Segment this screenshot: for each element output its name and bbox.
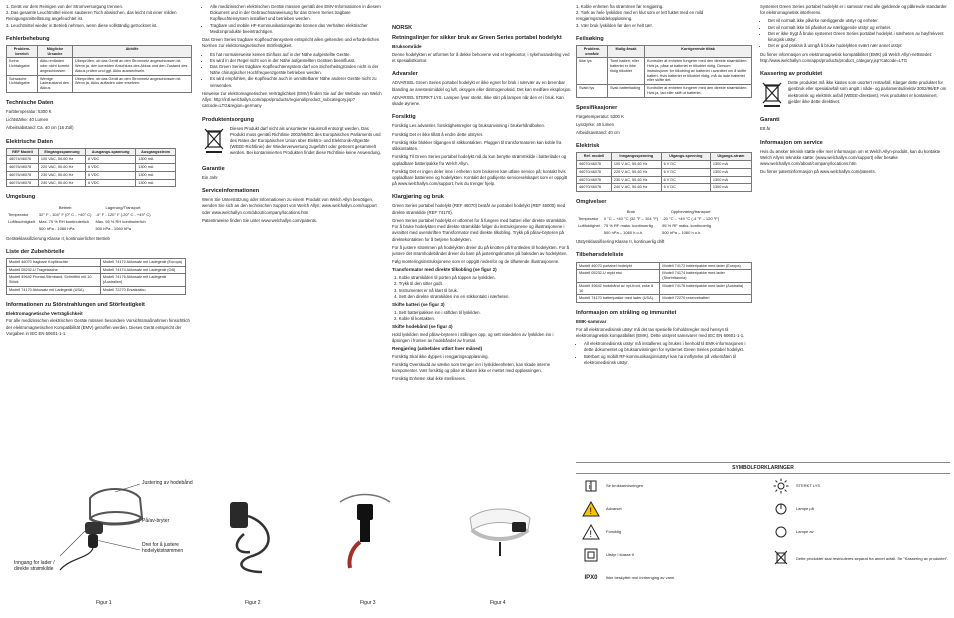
list-item: 1. Koble strømkilden til porten på toppen av lyskilden.: [394, 275, 496, 281]
table-row: [6, 218, 153, 225]
table-cell: 220 V AC, 50-60 Hz: [611, 168, 661, 176]
list-item: • All elektromedisinsk utstyr må installeres og brukes i henhold til EMK-informasjonen i dette dokumentet og bruksanvisningen for systemet Green Series portabel hodelykt.: [584, 341, 756, 353]
headband-figure-4: [460, 498, 540, 568]
list-item: 1. Sett batteripakken inn i stiftden til lyskilden.: [394, 309, 481, 315]
table-cell: Luftfuktighet: [578, 223, 600, 229]
table-cell: Kontroller at enheten fungerer med den direkte strømkilden. Hvis ja, påse at batteriet er tilkoblet riktig. Dersom instruksjoner for tilkobling av batteriet i avsnittet om å skifte batteri. Hvis batteriet er tilkoblet riktig, må du lade batteriet eller skifte det.: [645, 58, 752, 85]
paragraph: Forsiktig Overskudd av væske som trenger inn i lyskildeenheten, kan skade interne komponenter. Vær forsiktig og påse at kluten ikke er mettet med oppløsningen.: [392, 362, 551, 374]
subheading: Bruksområde: [392, 44, 422, 50]
table-row: [7, 171, 176, 179]
table-row: [6, 225, 153, 232]
table-cell: 1300 mA: [710, 161, 751, 169]
paragraph: Forsiktig Det er ingen deler inne i enheten som brukeren kan utføre service på; kontakt hvis oppladbare batteriene og hodelykten. Kontakt det godkjente serviceselskapet som er oppgitt på www.welchallyn.com/support, hvis du trenger hjelp.: [392, 168, 568, 187]
table-cell: 6 VDC: [86, 171, 136, 179]
section-heading: Feilsøking: [576, 35, 604, 42]
paragraph: Forsiktig Ikke blokker tilgangen til stikkontakten. Pluggen til transformatoren kan koble fra stikkontakten.: [392, 139, 562, 152]
table-header: Problem-område: [577, 45, 608, 57]
table-row: [577, 58, 752, 85]
symbol-label: Lampe av: [796, 529, 814, 534]
list-item: 2. Koble til kontakten.: [394, 315, 436, 321]
symbol-row: [766, 520, 950, 543]
paragraph: For å justere strømmen på hodelykten dreier du på knotten på frontleden til hodelykten. For å justere det stramhodebåndet dreier du bare på justeringsknotten på baksiden av hodelykten.: [392, 244, 569, 257]
paragraph: Du finner informasjon om elektromagnetisk kompatibilitet (EMK) på Welch Allyn-nettstedet: http://www.welchallyn.com/apps/products/product_category.jsp?catcode=LTG: [760, 51, 933, 63]
table-cell: [6, 225, 37, 232]
table-cell: Temperatur: [8, 211, 29, 217]
spec-line: Arbeidsavstand: 40 cm: [576, 130, 620, 136]
table-cell: 6 VDC: [86, 164, 136, 172]
table-cell: 6 VDC: [86, 179, 136, 187]
section-heading: Serviceinformationen: [202, 188, 260, 195]
table-cell: 6 VDC: [86, 156, 136, 164]
cleaning-steps-list: [576, 4, 756, 29]
crossed-bin-icon: [774, 550, 788, 566]
section-heading: Garantie: [202, 165, 225, 172]
environment-table: [6, 204, 153, 232]
table-cell: Modell 05232-U mykt etui: [577, 270, 660, 282]
table-row: [576, 229, 721, 236]
section-heading: Spesifikasjoner: [576, 104, 618, 111]
table-header: Eingangsspannung: [38, 148, 85, 156]
device-classification: Utstyrsklassifisering Klasse II, kontinuerlig drift: [576, 239, 665, 245]
table-cell: 230 VAC, 50-60 Hz: [38, 171, 85, 179]
table-header: REF Modell: [7, 148, 39, 156]
bright-light-icon: [773, 478, 789, 494]
paragraph: Für alle medizinischen elektrischen Geräte müssen besondere Vorsichtsmaßnahmen hinsichtlich der elektromagnetischen Kompatibilität (EMV) getroffen werden. Dieses Gerät entspricht der Vorgaben in IEC EN 60601-1-1.: [6, 318, 190, 336]
table-row: [577, 184, 752, 192]
table-row: [577, 262, 752, 270]
symbol-row: [576, 497, 766, 520]
table-row: [576, 215, 721, 222]
table-header: Ref. modell: [577, 153, 612, 161]
light-source-figure-3: [330, 488, 400, 583]
symbol-row: [576, 474, 766, 497]
table-row: [6, 211, 153, 218]
list-item: 2. Tørk av hele lyskilden med en klut som er lett fuktet med en mild rengjøringsmiddeloppløsning.: [576, 10, 704, 22]
section-heading: Retningslinjer for sikker bruk av Green Series portabel hodelykt: [392, 35, 562, 42]
paragraph: Das Green Series tragbare Kopfleuchtensystem entspricht allen geltenden und erforderlichen Normen zur elektromagnetischen Störfestigkeit.: [202, 37, 380, 49]
table-cell: 1300 mA: [710, 176, 751, 184]
table-cell: 46070/46076: [577, 168, 612, 176]
accessories-table: [6, 258, 186, 295]
table-row: [7, 179, 176, 187]
device-classification: Geräteklassifizierung Klasse II, kontinuierlicher Betrieb: [6, 235, 110, 241]
list-item: • Es wird in der Regel nicht von in der Nähe aufgestellten Geräten beeinflusst.: [210, 58, 382, 64]
table-cell: Oppbevaring/transport: [670, 209, 711, 215]
table-cell: Modell 46070 portabel hodelykt: [577, 262, 660, 270]
list-item: • Det vil normalt ikke påvirke nærliggende utstyr og enheter.: [768, 18, 948, 24]
table-header: Mulig årsak: [608, 45, 645, 57]
table-cell: Modell 74176 Akkusatz mit Ladegerät (Australien): [100, 274, 185, 286]
table-row: [7, 164, 176, 172]
steps-list: [392, 310, 572, 322]
symbol-label: Dette produktet skal resirkuleres separat fra annet avfall. Se "Kassering av produktet".: [796, 555, 949, 561]
paragraph: Dette produktet må ikke kastes som usortert restavfall. Klargør dette produktet for gjenbruk eller spesialavfall som angitt i nåde- og parlamentsdirektiv 2002/96/EF om elektronisk og elektrisk avfall (WEEE-direktivet). Hvis produktet er kontaminert, gjelder ikke dette direktivet.: [788, 80, 947, 104]
list-item: 1. Koble enheten fra strømmen før rengjøring.: [576, 4, 664, 9]
section-heading: Advarsler: [392, 71, 418, 78]
figure-label: Figur 4: [490, 600, 506, 606]
symbol-row: [766, 474, 950, 497]
table-cell: 75 % RF maks. kontinuerlig: [603, 223, 653, 229]
table-header: Abhilfe: [73, 45, 192, 57]
section-heading: Technische Daten: [6, 99, 54, 106]
paragraph: Forsiktig Til Green Series portabel hodelykt må du kun benytte strømmkilde i batterilader og oppladbare batteripakke fra Welch Allyn.: [392, 154, 567, 166]
table-header: Korrigerende tiltak: [645, 45, 752, 57]
spec-line: Lysstyrke: 40 lumen: [576, 121, 615, 127]
table-cell: 240 V AC, 50-60 Hz: [611, 184, 661, 192]
svg-text:i: i: [589, 483, 591, 491]
section-heading: Omgivelser: [576, 199, 607, 206]
table-cell: Überprüfen, ob das Gerät an den Stromnetz angeschlossen ist. Wenn ja, Akku aufladen oder ersetzen.: [73, 75, 192, 92]
spec-line: Farbtemperatur: 5300 K: [6, 108, 52, 114]
subheading: Skifte hodebånd (se figur 4): [392, 324, 453, 330]
table-cell: Svak batterilading: [608, 85, 645, 97]
symbol-row: [576, 520, 766, 543]
paragraph: Ein Jahr: [202, 174, 218, 180]
table-header: Ausgangsstrom: [136, 148, 176, 156]
spec-line: Lichtstärke: 40 Lumen: [6, 117, 49, 123]
section-heading: Elektrisk: [576, 143, 600, 150]
table-row: [7, 156, 176, 164]
subheading: Elektromagnetische Verträglichkeit: [6, 310, 83, 316]
table-cell: 100 VAC, 50-60 Hz: [38, 156, 85, 164]
symbol-row: [766, 497, 950, 520]
table-header: Utgangs-spenning: [661, 153, 710, 161]
table-cell: Temperatur: [578, 216, 599, 222]
table-cell: 46070/46076: [577, 184, 612, 192]
table-cell: 46076/46078: [7, 171, 39, 179]
table-cell: Keine Lichtabgabe: [7, 58, 38, 75]
symbol-legend: [576, 462, 950, 589]
table-cell: Bruk: [626, 209, 636, 215]
electrical-table: [576, 152, 752, 192]
list-item: • Es hat normalerweise keinen Einfluss auf in der Nähe aufgestellte Geräte.: [210, 52, 382, 58]
paragraph: Du finner patentinformasjon på www.welchallyn.com/patents.: [760, 169, 876, 175]
table-cell: Max. 95 % RH kontinuierlich: [95, 218, 146, 224]
accessories-table: [576, 262, 752, 303]
table-cell: 46074/46076: [7, 156, 39, 164]
table-cell: Modell 74172 batteripakke med lader (Europa): [660, 262, 752, 270]
paragraph: Denne hodelykten er utformet for å dekke behovene ved et legekontor, i sykehusavdeling ved et spesialistkontor.: [392, 51, 570, 64]
table-cell: 46076/46078: [7, 179, 39, 187]
paragraph: Wenn Sie Unterstützung oder Informationen zu einem Produkt von Welch Allyn benötigen, wenden Sie sich an den technischen Support von Welch Allyn: www.welchallyn.com/support oder www.welchallyn.com/about/company/locations.htm: [202, 197, 377, 215]
table-cell: Modell 72270 Ersatzakku: [100, 286, 185, 294]
caution-icon: [582, 524, 600, 540]
crossed-bin-icon: [760, 80, 784, 110]
column-norwegian-1: [392, 4, 572, 385]
callout-power-switch: På/av-bryter: [142, 518, 170, 524]
table-cell: Betrieb: [58, 204, 72, 210]
symbol-row: [576, 543, 766, 566]
table-cell: 6 V DC: [661, 168, 710, 176]
bullet-list: [576, 341, 756, 366]
paragraph: Green Series portabel hodelykt (REF 46070) består av portabel hodelykt (REF 46000) med direkte strømkilde (REF 74170).: [392, 203, 566, 215]
list-item: • Det er god praksis å unngå å bruke hodelykten svært nær annet utstyr.: [768, 43, 948, 49]
table-cell: 100 V AC, 50-60 Hz: [611, 161, 661, 169]
paragraph: For all elektromedisinsk utstyr må det tas spesielle forholdsregler med hensyn til elektromagnetisk kompatibilitet (EMK). Dette utstyret samsvarer med IEC EN 60601-1-1.: [576, 326, 745, 338]
cleaning-steps-list: [6, 4, 192, 29]
section-heading: Produktentsorgung: [202, 116, 254, 123]
table-row: [7, 286, 186, 294]
svg-text:!: !: [589, 528, 593, 539]
table-header: Problem-bereich: [7, 45, 38, 57]
list-item: 2. Trykk til den sitter godt.: [394, 281, 443, 287]
table-cell: Modell 74170 Akkusatz mit Ladegerät (USA): [7, 286, 101, 294]
paragraph: Forsiktig Les advarsler, forsiktighetsregler og bruksanvisning i brukerhåndboken.: [392, 123, 546, 129]
section-heading: Tilbehørsdeleliste: [576, 252, 624, 259]
table-row: [7, 258, 186, 266]
paragraph: Hinweise zur elektromagnetischen Verträglichkeit (EMV) finden Sie auf der Website von Welch Allyn: http://intl.welchallyn.com/apps/products/regional/product_subcategory.jsp?catcode=LTG&region=germany: [202, 90, 382, 109]
subheading: Skifte batteri (se figur 3): [392, 301, 445, 307]
symbol-legend-title: SYMBOLFORKLARINGER: [576, 462, 950, 474]
table-row: [577, 168, 752, 176]
subheading: EMK-samsvar: [576, 319, 607, 325]
paragraph: Systemet Green Series portabel hodelykt er i samsvar med alle gjeldende og påkrevde standarder for elektromagnetisk interferens.: [760, 4, 947, 16]
class-ii-icon: [584, 548, 598, 562]
table-cell: Modell 72270 reservebatteri: [660, 295, 752, 303]
language-heading: NORSK: [392, 25, 413, 31]
list-item: 4. Sett den direkte strømkilden inn en stikkontakt i nærheten.: [394, 293, 510, 299]
table-cell: 46070/46076: [577, 161, 612, 169]
paragraph: ADVARSEL STERKT LYS. Lampen lyser sterkt. Ikke stirr på lampen når den er i bruk. Kan skade øynene.: [392, 94, 564, 107]
table-cell: Lagerung/Transport: [105, 204, 141, 210]
paragraph: Patentinweise finden Sie unter www.welchallyn.com/patents.: [202, 217, 318, 223]
figure-label: Figur 3: [360, 600, 376, 606]
table-row: [7, 274, 186, 286]
section-heading: Liste der Zubehörteile: [6, 248, 65, 255]
symbol-label: STERKT LYS: [796, 483, 821, 488]
table-cell: 6 V DC: [661, 176, 710, 184]
list-item: • Es wird empfohlen, die Kopfleuchte auch in unmittelbarer Nähe anderer Geräte nicht zu verwenden.: [210, 76, 382, 88]
table-cell: 46070/46076: [577, 176, 612, 184]
symbol-label: Lampe på: [796, 506, 814, 511]
table-cell: 1300 mA: [136, 171, 176, 179]
table-header: Inngangsspenning: [611, 153, 661, 161]
lamp-off-icon: [774, 525, 788, 539]
symbol-label: Advarsel: [606, 506, 622, 511]
paragraph: Dieses Produkt darf nicht als unsortierter Hausmüll entsorgt werden. Das Produkt muss gemäß Richtlinie 2002/96/EG des Europäischen Parlaments und des Rates der Europäischen Union über Elektro- und Elektronik-Altgeräte (WEEE-Richtlinie) der Wiederverwertung zugeführt oder getrennt gesammelt werden. Bei kontaminierten Produkten findet diese Richtlinie keine Anwendung.: [230, 125, 381, 156]
table-cell: Kontroller at enheten fungerer med den direkte strømkilden. Hvis ja, lad eller skift ut batteriet.: [645, 85, 752, 97]
svg-text:!: !: [589, 505, 593, 516]
section-heading: Fehlerbehebung: [6, 35, 50, 42]
section-heading: Informasjon om service: [760, 139, 823, 146]
troubleshooting-table: [6, 45, 192, 93]
section-heading: Informationen zu Störstrahlungen und Störfestigkeit: [6, 301, 145, 308]
list-item: 3. Vær bruk lyskilden før den er helt tørr.: [576, 22, 653, 28]
table-cell: Luftfeuchtigkeit: [8, 218, 35, 224]
table-row: [7, 75, 192, 92]
table-cell: 32° F - 104° F (0° C - +40° C): [38, 211, 92, 217]
table-row: [7, 266, 186, 274]
symbol-label: Se bruksanvisningen: [606, 483, 644, 488]
section-heading: Kassering av produktet: [760, 70, 823, 77]
list-item: • Det er ikke trygt å bruke systemet Green Series portabel hodelykt i nærheten av høyfrekvent kirurgisk utstyr.: [768, 31, 948, 43]
table-cell: Svakt lys: [577, 85, 608, 97]
list-item: • Alle medizinischen elektrischen Geräte müssen gemäß den EMV-Informationen in diesem Dokument und in der Gebrauchsanweisung für das Green Series tragbare Kopfleuchtensystem installiert und betrieben werden.: [210, 4, 382, 23]
table-cell: 1300 mA: [710, 184, 751, 192]
callout-headband-adjust: Justering av hodebånd: [142, 480, 193, 486]
table-cell: Ikke lys: [577, 58, 608, 85]
subheading: Transformator med direkte tilkobling (se figur 2): [392, 267, 497, 273]
table-cell: 46076/46078: [7, 164, 39, 172]
table-cell: 6 V DC: [661, 184, 710, 192]
table-cell: 95 % RF maks. kontinuerlig: [662, 223, 712, 229]
bullet-list: [202, 52, 382, 89]
table-row: [577, 282, 752, 294]
table-header: Ausgangs-spannung: [86, 148, 136, 156]
table-cell: Max. 75 % RH kontinuierlich: [38, 218, 90, 224]
table-cell: 220 VAC, 50-60 Hz: [38, 164, 85, 172]
table-row: [577, 295, 752, 303]
column-norwegian-2: [576, 4, 756, 368]
table-cell: 500 hPa – 1060 h.o.h.: [662, 230, 702, 236]
table-cell: Modell 74174 Akkusatz mit Ladegerät (GB): [100, 266, 185, 274]
section-heading: Informasjon om stråling og immunitet: [576, 309, 677, 316]
crossed-bin-icon: [202, 126, 226, 159]
callout-charger-input: Inngang for lader / direkte strømkilde: [14, 560, 55, 572]
table-row: [577, 270, 752, 282]
table-cell: -4° F - 120° F (-20° C - +49° C): [95, 211, 151, 217]
table-cell: Modell 74174 batteripakke med lader (Storbritannia): [660, 270, 752, 282]
list-item: 1. Gerät vor dem Reinigen von der Stromversorgung trennen.: [6, 4, 124, 9]
table-cell: 6 V DC: [661, 161, 710, 169]
table-row: [7, 58, 192, 75]
table-row: [577, 85, 752, 97]
environment-table: [576, 208, 721, 236]
warning-icon: [582, 501, 600, 517]
symbol-label: Ikke beskyttet mot inntrenging av vann.: [606, 575, 676, 580]
list-item: • Det vil normalt ikke bli påvirket av nærliggende utstyr og enheter.: [768, 25, 948, 31]
paragraph: Forsiktig Skal ikke dyppes i rengjøringsoppløsning.: [392, 353, 489, 359]
ipx0-icon: IPX0: [584, 574, 598, 581]
table-cell: [576, 208, 602, 215]
bullet-list: [202, 4, 382, 35]
table-cell: [576, 229, 602, 236]
table-cell: 1300 mA: [136, 164, 176, 172]
section-heading: Forsiktig: [392, 114, 416, 121]
table-cell: Wenige Ladezustand des Akkus: [38, 75, 73, 92]
section-heading: Elektrische Daten: [6, 138, 53, 145]
column-german-1: [6, 4, 192, 339]
section-heading: Garanti: [760, 117, 780, 124]
symbol-row: [766, 543, 950, 573]
table-cell: 1300 mA: [710, 168, 751, 176]
paragraph: Ett år: [760, 126, 771, 132]
paragraph: Forsiktig Enheten skal ikke steriliseres.: [392, 376, 467, 382]
subheading: Rengjøring (anbefales utført hver måned): [392, 346, 483, 352]
electrical-table: [6, 148, 176, 188]
table-cell: Tomt batteri, eller batteriet er ikke riktig tilkoblet: [608, 58, 645, 85]
paragraph: Green Series portabel hodelykt er utformet for å fungere med batteri eller direkte strømkilde. For å bruke hodelykten med direkte strømkilde følger du instruksjonene og illustrasjonene i avsnittet med overskriften Transformator med direkte tilkobling. Trykk på på/av-bryteren på direktekontakten for å betjene hodelykten.: [392, 217, 568, 242]
table-cell: 1300 mA: [136, 156, 176, 164]
table-cell: [6, 204, 37, 211]
table-header: Mögliche Ursache: [38, 45, 73, 57]
paragraph: ADVARSEL Green Series portabel hodelykt er ikke egnet for bruk i nærvær av en brennbar blanding av anestesimiddel og luft, oksygen eller dinitrogenoksid. Det kan medføre eksplosjon.: [392, 80, 572, 92]
table-cell: Schwache Lichtabgabe: [7, 75, 38, 92]
symbol-label: Forsiktig: [606, 529, 622, 534]
table-header: Utgangs-strøm: [710, 153, 751, 161]
table-cell: Modell 74176 batteripakke med lader (Australia): [660, 282, 752, 294]
table-cell: Modell 49642 Frontal-Stirnband, Schnitthö mit 10 Stück: [7, 274, 101, 286]
table-cell: 500 hPa – 1060 h.o.h.: [603, 230, 644, 236]
table-row: [576, 222, 721, 229]
paragraph: Hvis du ønsker teknisk støtte eller mer informasjon om et Welch Allyn-produkt, kan du kontakte Welch Allyns tekniske støtte: (www.welchallyn.com/support) eller besøke www.welchallyn.com/about/company/locations.htm: [760, 148, 941, 167]
section-heading: Umgebung: [6, 194, 36, 201]
headlamp-figure-1: [30, 478, 180, 573]
power-adapter-figure-2: [222, 494, 282, 574]
list-item: 2. Das gesamte Leuchtmittel einem sauberen Tuch abwischen, das leicht mit einer milden Reinigungsmittellösung angefeuchtet ist.: [6, 10, 177, 22]
table-cell: Modell 49642 hodebånd av nyt-front, eske å 10: [577, 282, 660, 294]
paragraph: Forsiktig Det er ikke tillatt å endre dette utstyret.: [392, 131, 483, 137]
table-cell: Modell 74170 batteripakke med lader (USA): [577, 295, 660, 303]
column-german-2: [202, 4, 382, 226]
table-cell: -20 °C – +49 °C (-4 °F – 120 °F): [662, 216, 720, 222]
instructions-book-icon: [584, 479, 598, 493]
table-cell: Modell 05232-U Tragetasche: [7, 266, 101, 274]
table-cell: Akku entladen oder nicht korrekt angeschlossen: [38, 58, 73, 75]
spec-line: Fargetemperatur: 5300 K: [576, 113, 625, 119]
paragraph: Hold lyskilden med på/av-bryteren i stillingen opp, og sett visiedelen av lyskilden inn i åpningen i fronten av hodebåndet av frontal.: [392, 331, 554, 343]
table-cell: 1300 mA: [136, 179, 176, 187]
steps-list: [392, 275, 572, 300]
list-item: 3. Leuchtmittel wieder in Betrieb nehmen, wenn diese vollständig getrocknet ist.: [6, 22, 158, 28]
table-row: [577, 176, 752, 184]
table-cell: Überprüfen, ob das Gerät an den Stromnetz angeschlossen ist. Wenn ja, den korrekten Anschluss des Akkus und den Zustand des Akkus prüfen und ggf. Akku auswechseln.: [73, 58, 192, 75]
list-item: • Bærbart og mobilt RF-kommunikasjonsutstyr kan ha innflytelse på virkemåten til elektromedisinsk utstyr.: [584, 354, 756, 366]
list-item: • Tragbare und mobile HF-Kommunikationsgeräte können das Verhalten elektrischer Medizinprodukte beeinträchtigen.: [210, 23, 382, 35]
figure-label: Figur 2: [245, 600, 261, 606]
table-cell: 240 VAC, 50-60 Hz: [38, 179, 85, 187]
table-cell: 230 V AC, 50-60 Hz: [611, 176, 661, 184]
symbol-label: Utstyr i klasse II: [606, 552, 635, 557]
troubleshooting-table: [576, 45, 752, 98]
bullet-list: [760, 18, 948, 49]
paragraph: Følg monteringsinstruksjonene som er oppgitt nedenfor og de tilhørende illustrasjonene.: [392, 259, 560, 265]
list-item: 3. Instrumentet er nå klart til bruk.: [394, 287, 459, 293]
table-cell: 500 hPa - 1060 hPa: [38, 225, 75, 231]
table-cell: 0 °C – +40 °C (32 °F – 104 °F): [603, 216, 659, 222]
figure-label: Figur 1: [96, 600, 112, 606]
symbol-row: [576, 566, 766, 589]
lamp-on-icon: [774, 502, 788, 516]
table-cell: Modell 46070 tragbare Kopfleuchte: [7, 258, 101, 266]
table-cell: 500 hPa - 1060 hPa: [95, 225, 132, 231]
column-norwegian-3: [760, 4, 948, 178]
table-row: [577, 161, 752, 169]
table-cell: Modell 74172 Akkusatz mit Ladegerät (Europa): [100, 258, 185, 266]
spec-line: Arbeitsabstand: Ca. 40 cm (16 Zoll): [6, 125, 74, 131]
section-heading: Klargjøring og bruk: [392, 194, 444, 201]
callout-power-adjust: Drei for å justere hodelyktstrømmen: [142, 542, 184, 554]
list-item: • Das Green Series tragbare Kopfleuchtensystem darf von Sicherheitsgründen nicht in der Nähe chirurgischer Hochfrequenzgeräte betrieben werden.: [210, 64, 382, 76]
